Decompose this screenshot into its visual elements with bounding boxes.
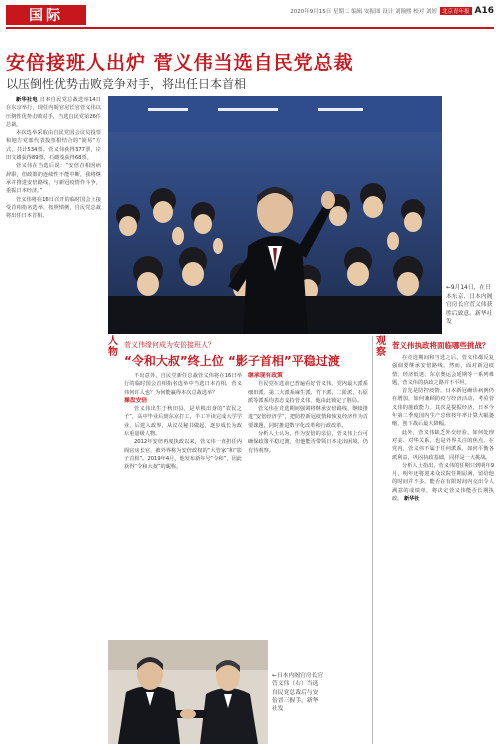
main-photo-caption: ←9月14日，在日本东京，日本内阁官房长官菅义伟获胜后致意。新华社发 bbox=[446, 285, 493, 325]
subheadline: 以压倒性优势击败竞争对手，将出任日本首相 bbox=[6, 77, 247, 91]
body-paragraph: 分析人士认为，作为安倍的亲信，菅义伟上台可确保政策平稳过渡，但他能否带领日本走出困境，仍有待观察。 bbox=[248, 431, 368, 454]
main-photo bbox=[108, 96, 442, 334]
page-header bbox=[0, 0, 500, 28]
page-number: A16 bbox=[474, 6, 494, 16]
body-paragraph: 不出意外，自民党新任总裁菅义伟将在16日举行的临时国会首相指名选举中当选日本首相，菅义伟何许人也？为何能赢得本次总裁选举？ bbox=[124, 373, 242, 396]
body-paragraph: 自民党在选前已普遍看好菅义伟。党内最大派系细田派、第二大派系麻生派、竹下派、二阶派、石原派等派系均表态支持菅义伟，他由此锁定了胜局。 bbox=[248, 381, 368, 404]
people-title: “令和大叔”终上位 “影子首相”平稳过渡 bbox=[124, 354, 340, 368]
article-author: 新华社 bbox=[404, 496, 420, 503]
body-paragraph: 首先是防控疫情。日本新冠确诊病例仍在增加，如何兼顾防疫与经济活动，考验菅义伟的施政能力。其次是提振经济，日本今年第二季度国内生产总值按年率计算大幅萎缩，创下战后最大降幅。 bbox=[392, 388, 494, 428]
handshake-photo bbox=[108, 640, 268, 744]
header-rule bbox=[6, 27, 494, 29]
date-text: 2020年9月15日 星期二 编辑 安振图 设计 刘翰熙 校对 刘婷 bbox=[290, 9, 437, 15]
handshake-photo-caption: ←日本内阁官房长官菅义伟（右）当选自民党总裁后与安倍晋三握手。新华社发 bbox=[272, 673, 324, 713]
body-subhead: 继承现有政策 bbox=[248, 373, 283, 379]
body-paragraph: 菅义伟在竞选期间强调将继承安倍路线，继续推进“安倍经济学”，把防控新冠疫情和恢复经济作为首要课题，同时推进数字化改革和行政改革。 bbox=[248, 406, 368, 429]
people-section-label: 人物 bbox=[108, 336, 118, 358]
crowd-photo-illustration bbox=[108, 96, 442, 334]
people-column-a bbox=[124, 372, 242, 636]
observe-section-label: 观察 bbox=[376, 336, 386, 358]
people-column-b bbox=[248, 372, 368, 636]
body-paragraph: 此外，菅义伟缺乏外交经验，如何处理对美、对华关系，也是外界关注的焦点。在党内，菅义伟不属于任何派系，如何平衡各派利益，巩固执政基础，同样是一大挑战。 bbox=[392, 429, 494, 461]
observe-article bbox=[392, 354, 494, 744]
lead-byline: 新华社电 bbox=[16, 97, 38, 103]
people-kicker: 菅义伟缘何成为安倍接班人？ bbox=[124, 341, 215, 349]
handshake-illustration bbox=[108, 640, 268, 744]
body-paragraph: 分析人士指出，菅义伟的任期只到明年9月，明年还将迎来众议院任期届满，留给他的时间并不多。能否在有限时间内交出令人满意的成绩单，将决定菅义伟能否长期执政。 新华社 bbox=[392, 462, 494, 503]
paper-badge: 北京青年报 bbox=[441, 9, 470, 15]
date-line bbox=[290, 6, 494, 16]
headline: 安倍接班人出炉 菅义伟当选自民党总裁 bbox=[6, 52, 354, 74]
observe-title: 菅义伟执政将面临哪些挑战？ bbox=[392, 341, 490, 350]
lead-paragraph: 本次选举采取由自民党国会议员投票和地方党部代表投票相结合的“简易”方式，共计534票。菅义伟获得377票，岸田文雄获得89票，石破茂获得68票。 bbox=[6, 130, 101, 162]
section-tab: 国际 bbox=[6, 5, 86, 25]
body-paragraph: 2012年安倍再度执政以来，菅义伟一直担任内阁官房长官，被外界称为安倍政权的“大管家”和“影子首相”。2019年4月，他发布新年号“令和”，因此获得“令和大叔”的昵称。 bbox=[124, 439, 242, 471]
lead-paragraph: 菅义伟在当选后说：“安倍首相因病辞职，但政策的连续性不能中断。我将继承并推进安倍路线，与新冠疫情作斗争，重振日本经济。” bbox=[6, 163, 101, 195]
body-subhead: 操盘安倍 bbox=[124, 397, 148, 404]
body-paragraph: 在竞选期间和当选之后，菅义伟都反复强调要继承安倍路线。然而，面对新冠疫情、经济低迷、东京奥运会延期等一系列难题，菅义伟的执政之路并不平坦。 bbox=[392, 355, 494, 386]
body-paragraph: 菅义伟出生于秋田县，是草根出身的“农民之子”，高中毕业后到东京打工，半工半读完成大学学业，后进入政界，从议员秘书做起，逐步成长为政坛重量级人物。 bbox=[124, 406, 242, 438]
lead-paragraph: 新华社电 日本自民党总裁选举14日在东京举行，现任内阁官房长官菅义伟以压倒性优势击败对手，当选自民党第26任总裁。 bbox=[6, 97, 101, 128]
lead-article bbox=[6, 96, 101, 550]
column-divider bbox=[372, 336, 373, 744]
lead-paragraph: 菅义伟将在16日召开的临时国会上接受首相指名选举，按照惯例，自民党总裁将出任日本首相。 bbox=[6, 196, 101, 220]
